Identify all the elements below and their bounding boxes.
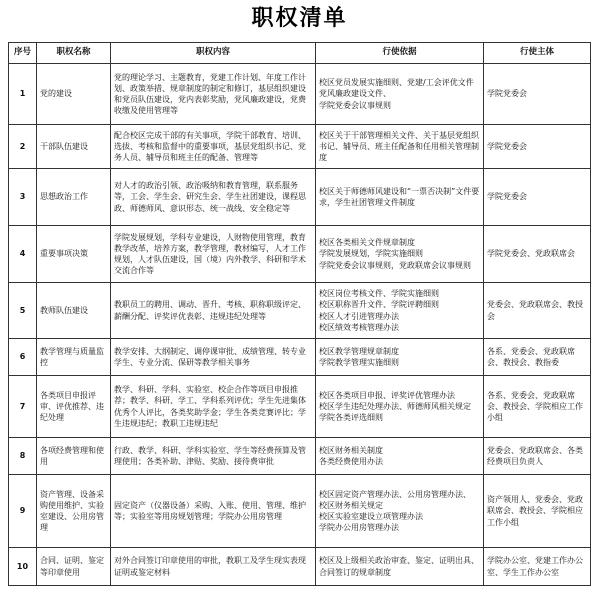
basis-line: 校区教学管理规章制度 [319,346,399,356]
row-subject: 党委会、党政联席会、教授会 [484,283,591,339]
row-index: 5 [9,283,37,339]
table-row [9,169,591,226]
row-basis [316,548,484,586]
row-basis [316,438,484,475]
basis-line: 校区绩效考核管理办法 [319,322,399,332]
basis-line: 校区党员发展实施细则、党建/工会评优文件 [319,78,474,88]
table-row [9,64,591,125]
table-row [9,438,591,475]
row-name: 各项经费管理和使用 [37,438,111,475]
row-content: 教学安排、大纲制定、调停课审批、成绩管理、转专业学生、专业分流、保研等教学相关事务 [111,339,316,376]
basis-line: 各类经费使用办法 [319,457,383,466]
basis-line: 校区各类相关文件规章制度 [319,238,415,248]
table-row [9,125,591,169]
basis-line: 校区固定资产管理办法、公用房管理办法、 [319,489,471,499]
basis-line: 校区关于师德师风建设和“一票否决制”文件要求，学生社团管理文件制度 [319,186,480,207]
header-subject: 行使主体 [484,43,591,64]
row-subject: 各系、党委会、党政联席会、教授会、教指委 [484,339,591,376]
row-basis [316,125,484,169]
header-name: 职权名称 [37,43,111,64]
row-name: 合同、证明、鉴定等印章使用 [37,548,111,586]
row-name: 教师队伍建设 [37,283,111,339]
row-basis [316,376,484,438]
row-basis [316,339,484,376]
row-index: 1 [9,64,37,125]
row-basis [316,64,484,125]
row-index: 7 [9,376,37,438]
row-name: 教学管理与质量监控 [37,339,111,376]
row-name: 重要事项决策 [37,226,111,283]
page-title: 职权清单 [251,6,348,31]
basis-line: 校区岗位考核文件、学院实施细则 [319,289,439,299]
row-name: 党的建设 [37,64,111,125]
row-subject: 学院党委会、党政联席会 [484,226,591,283]
row-subject: 党委会、党政联席会、各类经费项目负责人 [484,438,591,475]
row-subject: 学院办公室、党建工作办公室、学生工作办公室 [484,548,591,586]
header-content: 职权内容 [111,43,316,64]
basis-line: 学院发展规划，学院实施细则 [319,249,423,259]
row-basis [316,226,484,283]
row-index: 9 [9,475,37,548]
table-row [9,339,591,376]
header-index: 序号 [9,43,37,64]
row-name: 资产管理、设备采购使用维护、实验室建设、公用房管理 [37,475,111,548]
row-basis [316,169,484,226]
basis-line: 校区学生违纪处理办法、师德师风相关规定 [319,401,471,411]
basis-line: 党风廉政建设文件、 [319,89,391,99]
row-content: 对人才的政治引领、政治吸纳和教育管理，联系服务等，工会、学生会、研究生会、学生社团建设，课程思政、师德师风、意识形态、统一战线、安全稳定等 [111,169,316,226]
row-index: 8 [9,438,37,475]
row-subject: 各系、党委会、党政联席会、教授会、学院相应工作小组 [484,376,591,438]
basis-line: 校区实验室建设立项管理办法 [319,512,423,521]
basis-line: 校区财务相关规定 [319,500,383,510]
row-name: 思想政治工作 [37,169,111,226]
row-content: 教学、科研、学科、实验室、校企合作等项目申报推荐；教学、科研、学工、学科系列评优；学生先进集体优秀个人评比，各类奖助学金；学生各类竞赛评比；学生违规违纪；教职工违规违纪 [111,376,316,438]
table-header-row [9,43,591,64]
basis-line: 校区财务相关制度 [319,445,383,455]
basis-line: 校区人才引进管理办法 [319,311,399,321]
row-subject: 学院党委会 [484,169,591,226]
row-name: 各类项目申报评审、评优推荐、违纪处理 [37,376,111,438]
row-content: 配合校区完成干部的有关事项，学院干部教育、培训、选拔、考核和监督中的重要事项，基层党组织书记、党务人员、辅导员和班主任的配备、管理等 [111,125,316,169]
basis-line: 校区各类项目申报、评奖评优管理办法 [319,390,455,400]
table-body [9,64,591,586]
row-content: 教职员工的聘用、调动、晋升、考核、职称职级评定、薪酬分配、评奖评优表彰、违规违纪处理等 [111,283,316,339]
row-basis [316,475,484,548]
row-index: 3 [9,169,37,226]
row-subject: 学院党委会 [484,125,591,169]
row-content: 行政、教学、科研、学科实验室、学生等经费预算及管理使用；各类补助、津贴、奖励、接待费审批 [111,438,316,475]
table-row [9,475,591,548]
row-content: 对外合同签订印章使用的审批，教职工及学生现实表现证明或鉴定材料 [111,548,316,586]
row-subject: 学院党委会 [484,64,591,125]
row-index: 4 [9,226,37,283]
table-row [9,283,591,339]
basis-line: 校区职称晋升文件、学院评聘细则 [319,300,439,310]
row-content: 固定资产（仪器设备）采购、入账、使用、管理、维护等；实验室等用房规划管理；学院办公用房管理 [111,475,316,548]
basis-line: 学院办公用房管理办法 [319,523,399,533]
header-basis: 行使依据 [316,43,484,64]
table-row [9,548,591,586]
row-index: 6 [9,339,37,376]
row-subject: 资产领用人、党委会、党政联席会、教授会、学院相应工作小组 [484,475,591,548]
table-row [9,226,591,283]
row-content: 党的理论学习、主题教育，党建工作计划、年度工作计划、政策举措、规章制度的制定和修订，基层组织建设和党员队伍建设，党内表彰奖励，党风廉政建设，党费收缴及使用管理等 [111,64,316,125]
basis-line: 学院党委会议事规则，党政联席会议事规则 [319,260,471,270]
basis-line: 校区关于干部管理相关文件、关于基层党组织书记、辅导员、班主任配备和任用相关管理制度 [319,130,479,163]
row-index: 10 [9,548,37,586]
row-index: 2 [9,125,37,169]
basis-line: 学院教学管理实施细则 [319,358,399,367]
basis-line: 学院各类评选细则 [319,413,383,423]
table-row [9,376,591,438]
row-name: 干部队伍建设 [37,125,111,169]
authority-table [8,42,591,586]
basis-line: 学院党委会议事规则 [319,100,391,110]
row-basis [316,283,484,339]
basis-line: 校区及上级相关政治审查、鉴定、证明出具、合同签订的规章制度 [319,556,479,577]
row-content: 学院发展规划，学科专业建设，人财物使用管理，教育教学改革，培养方案，教学管理，教材编写，人才工作规划，人才队伍建设，国（境）内外教学、科研和学术交流合作等 [111,226,316,283]
